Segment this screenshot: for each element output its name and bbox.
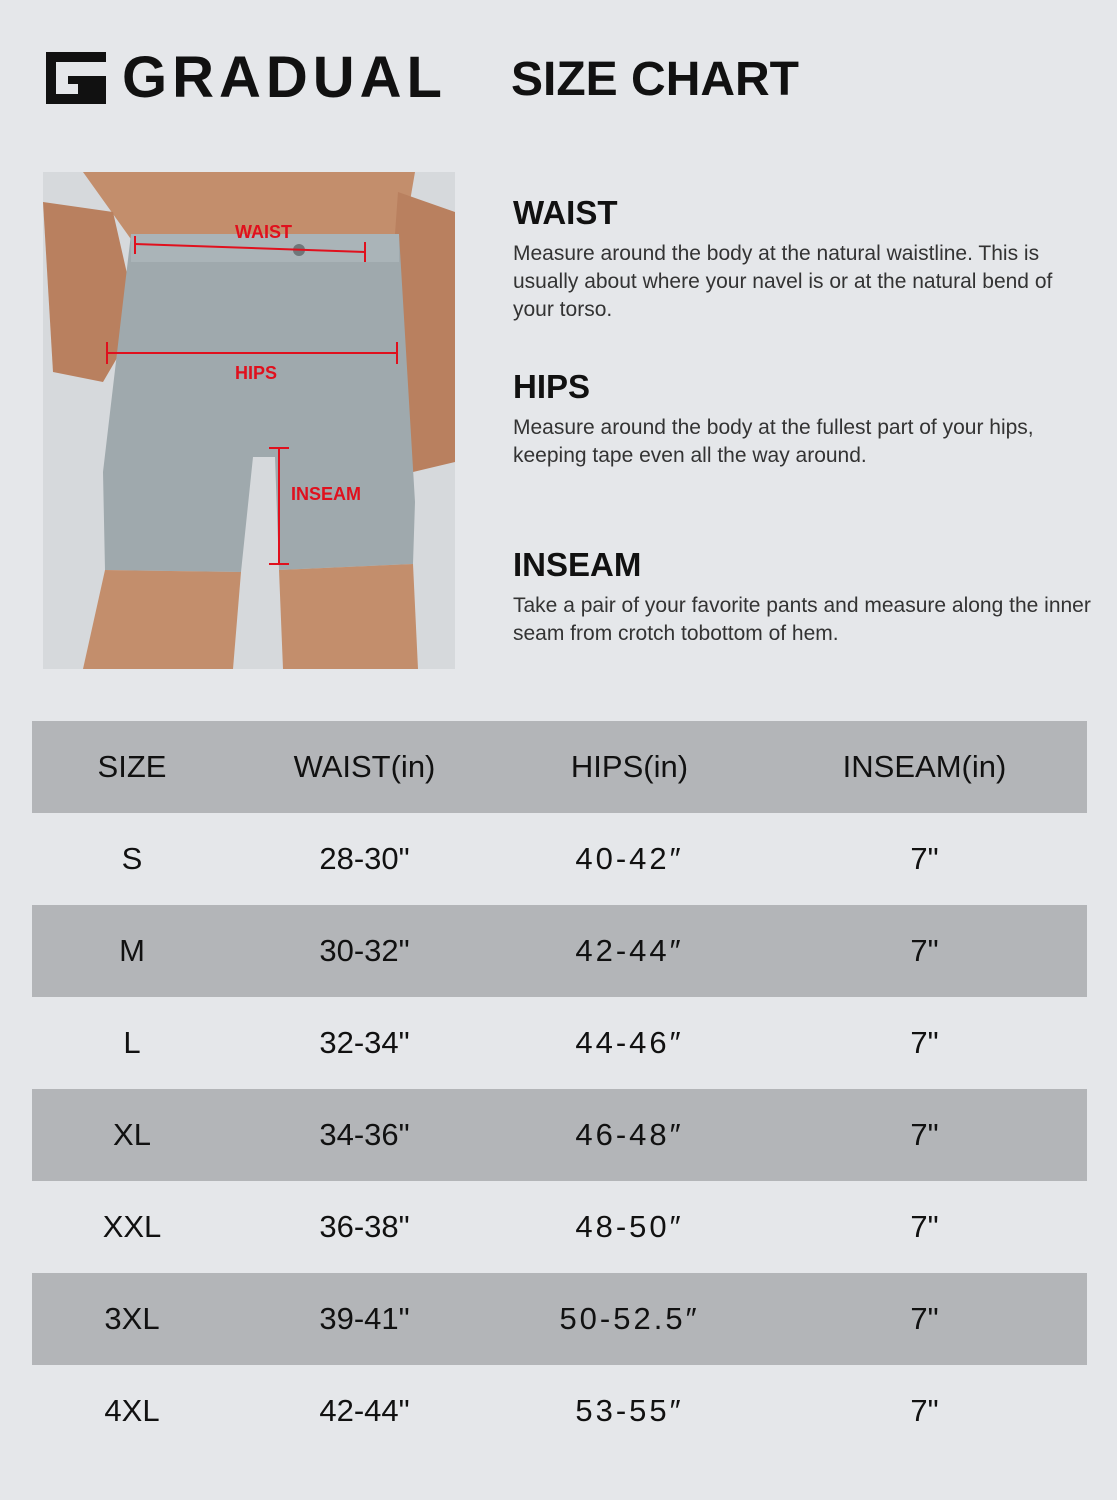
brand-logo — [40, 45, 447, 110]
table-row — [32, 1089, 1087, 1181]
table-row — [32, 1365, 1087, 1457]
size-cell: S — [121, 841, 143, 876]
hips-cell: 50-52.5″ — [559, 1301, 700, 1336]
table-row — [32, 1273, 1087, 1365]
waist-description: Measure around the body at the natural waistline. This is usually about where your navel is or at the natural bend of your torso. — [513, 242, 1053, 321]
inseam-cell: 7" — [910, 1301, 939, 1336]
brand-name: GRADUAL — [122, 45, 447, 110]
waist-cell: 34-36" — [319, 1117, 410, 1152]
size-table-header-row — [32, 721, 1087, 813]
size-cell: L — [123, 1025, 141, 1060]
waist-heading: WAIST — [513, 194, 618, 231]
table-row — [32, 813, 1087, 905]
hips-cell: 42-44″ — [575, 933, 684, 968]
size-cell: 3XL — [104, 1301, 160, 1336]
size-cell: 4XL — [104, 1393, 160, 1428]
waist-cell: 30-32" — [319, 933, 410, 968]
brand-logo-icon — [40, 48, 112, 108]
hips-cell: 44-46″ — [575, 1025, 684, 1060]
waist-cell: 32-34" — [319, 1025, 410, 1060]
inseam-cell: 7" — [910, 933, 939, 968]
inseam-cell: 7" — [910, 1209, 939, 1244]
inseam-cell: 7" — [910, 1393, 939, 1428]
inseam-cell: 7" — [910, 1025, 939, 1060]
header-hips: HIPS(in) — [570, 749, 689, 784]
inseam-cell: 7" — [910, 1117, 939, 1152]
inseam-cell: 7" — [910, 841, 939, 876]
table-row — [32, 1181, 1087, 1273]
waist-cell: 36-38" — [319, 1209, 410, 1244]
size-cell: XL — [113, 1117, 151, 1152]
hips-marker-label: HIPS — [235, 363, 278, 383]
page-title: SIZE CHART — [511, 53, 799, 106]
hips-cell: 40-42″ — [575, 841, 684, 876]
waist-cell: 42-44" — [319, 1393, 410, 1428]
inseam-description: Take a pair of your favorite pants and measure along the inner seam from crotch tobottom of hem. — [513, 594, 1091, 645]
waist-cell: 28-30" — [319, 841, 410, 876]
size-table — [32, 721, 1087, 1457]
hips-heading: HIPS — [513, 368, 591, 405]
hips-cell: 46-48″ — [575, 1117, 684, 1152]
size-cell: XXL — [102, 1209, 162, 1244]
header-inseam: INSEAM(in) — [842, 749, 1007, 784]
inseam-heading: INSEAM — [513, 546, 642, 583]
header-size: SIZE — [97, 749, 167, 784]
shorts-measurement-photo — [43, 172, 455, 669]
hips-description: Measure around the body at the fullest part of your hips, keeping tape even all the way around. — [513, 416, 1034, 467]
header-waist: WAIST(in) — [293, 749, 436, 784]
waist-cell: 39-41" — [319, 1301, 410, 1336]
waist-measure-instructions — [513, 194, 1073, 324]
hips-cell: 48-50″ — [575, 1209, 684, 1244]
hips-cell: 53-55″ — [575, 1393, 684, 1428]
waist-marker-label: WAIST — [235, 222, 292, 242]
table-row — [32, 997, 1087, 1089]
table-row — [32, 905, 1087, 997]
inseam-marker-label: INSEAM — [291, 484, 362, 504]
size-cell: M — [119, 933, 145, 968]
inseam-measure-instructions — [513, 546, 1103, 648]
hips-measure-instructions — [513, 368, 1093, 470]
